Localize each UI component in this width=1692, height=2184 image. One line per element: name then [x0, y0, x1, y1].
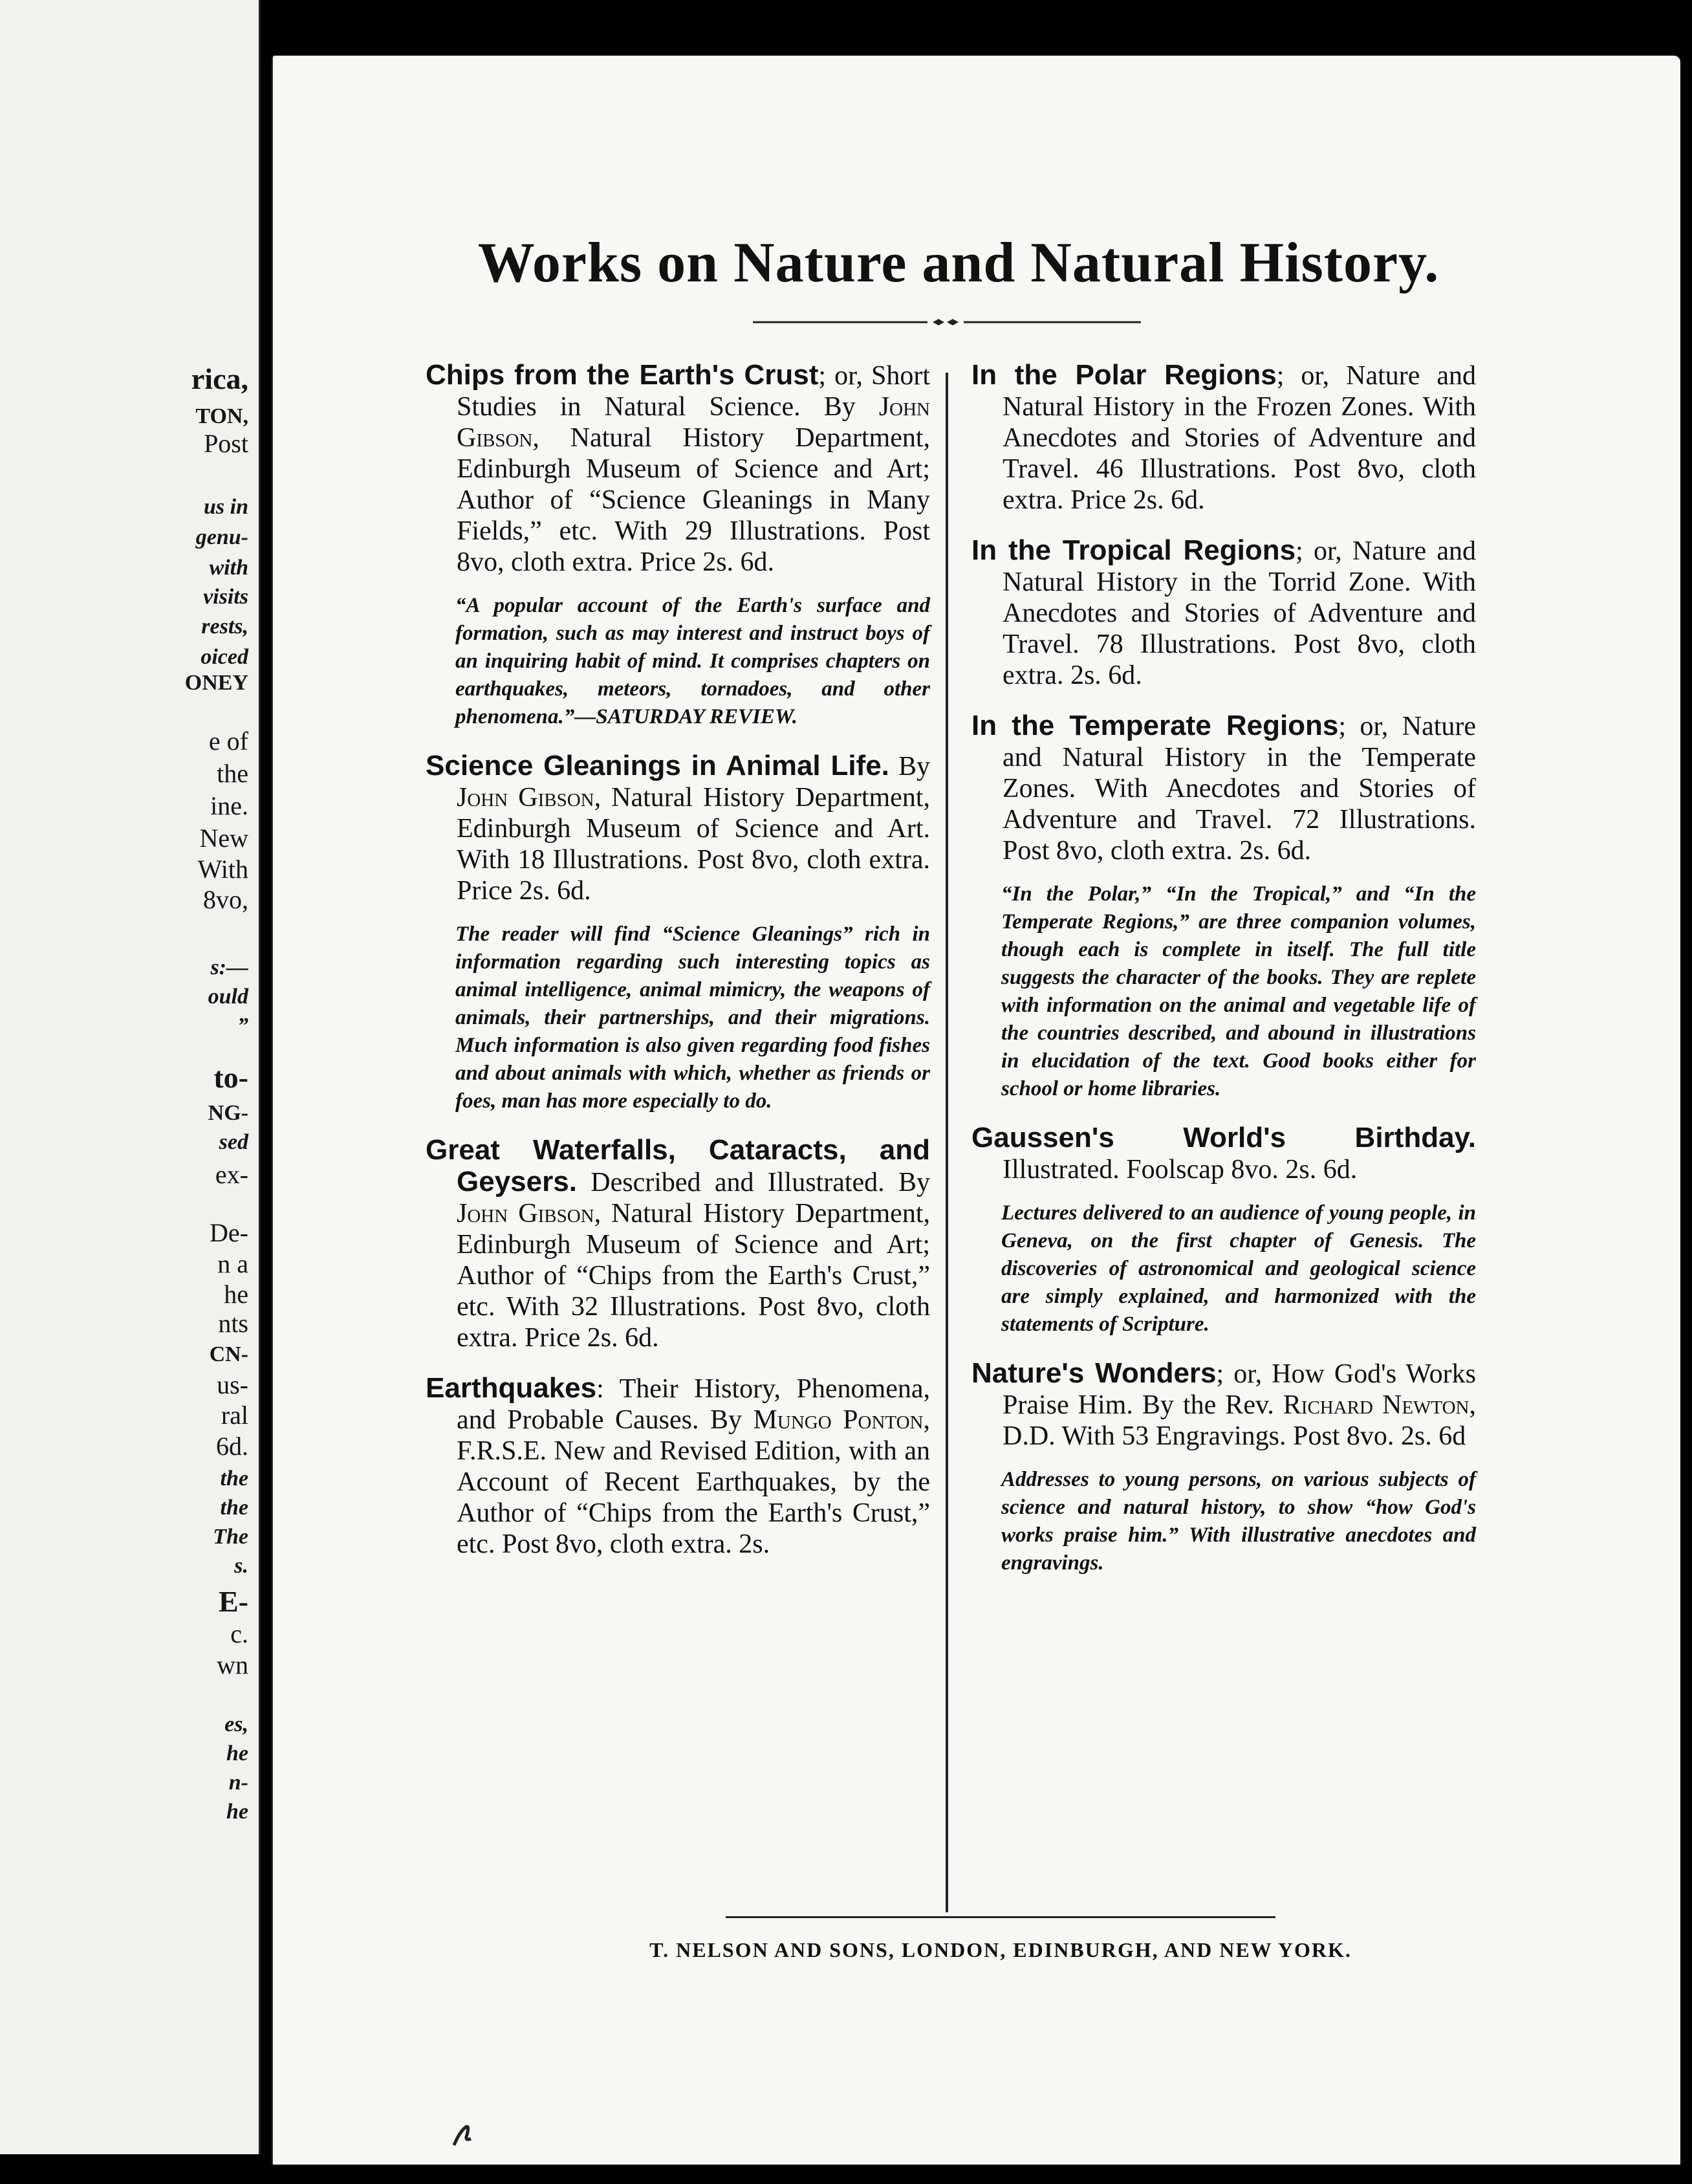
- book-details: or, How God's Works Praise Him. By the Rev.: [1003, 1359, 1477, 1420]
- book-description: [426, 1135, 930, 1353]
- book-title: Nature's Wonders: [971, 1357, 1217, 1389]
- author-name: Richard Newton: [1283, 1390, 1470, 1420]
- facing-page-fragment-line: ex-: [215, 1160, 248, 1189]
- book-description: [426, 750, 930, 906]
- facing-page-fragment-line: nts: [218, 1309, 248, 1338]
- author-name: Mungo Ponton: [753, 1405, 924, 1435]
- facing-page-fragment-line: s:—: [210, 956, 248, 979]
- title-separator: ;: [1276, 361, 1285, 391]
- book-title: Gaussen's World's Birthday.: [971, 1122, 1476, 1153]
- facing-page-fragment-line: he: [224, 1280, 248, 1309]
- column-divider: [946, 373, 948, 1912]
- facing-page-fragment-line: with: [209, 556, 248, 580]
- facing-page-fragment-line: n-: [228, 1771, 248, 1795]
- book-details: By: [889, 752, 931, 781]
- facing-page-fragment-line: Post: [204, 429, 248, 458]
- book-description: [426, 1373, 930, 1560]
- title-separator: ;: [1296, 536, 1303, 566]
- book-description: [971, 1358, 1476, 1452]
- facing-page-fragment-line: oiced: [201, 645, 248, 669]
- facing-page-fragment-line: he: [226, 1800, 248, 1824]
- review-quote: “In the Polar,” “In the Tropical,” and “In the Temperate Regions,” are three companion volumes, though each is complete in itself. The full title suggests the character of the books. They are replete with information on the animal and vegetable life of the countries described, and abound in illustrations in elucidation of the text. Good books either for school or home libraries.: [1001, 882, 1476, 1100]
- left-column: [426, 360, 930, 1579]
- book-title: Chips from the Earth's Crust: [426, 359, 819, 391]
- book-title: In the Tropical Regions: [971, 534, 1296, 566]
- book-title: Earthquakes: [426, 1372, 597, 1404]
- facing-page-fragment-line: 8vo,: [203, 885, 248, 914]
- facing-page-fragment-line: TON,: [195, 404, 248, 428]
- book-details: Described and Illustrated. By: [576, 1168, 930, 1197]
- facing-page-fragment-line: wn: [217, 1650, 248, 1679]
- book-details: Illustrated. Foolscap 8vo. 2s. 6d.: [1003, 1155, 1358, 1185]
- facing-page-fragment-line: to-: [213, 1061, 248, 1094]
- author-name: John Gibson: [457, 1199, 594, 1228]
- book-entry: [426, 1135, 930, 1353]
- review-quote: “A popular account of the Earth's surface and formation, such as may interest and instruct boys of an inquiring habit of mind. It comprises chapters on earthquakes, meteors, tornadoes, and other phenomena.”—SATURDAY REVIEW.: [455, 594, 930, 728]
- facing-page-fragment-line: New: [199, 824, 248, 853]
- facing-page-fragment-line: the: [220, 1467, 248, 1491]
- facing-page-fragment-line: n a: [217, 1249, 248, 1278]
- facing-page-fragment-line: rica,: [191, 362, 248, 395]
- page-title: Works on Nature and Natural History.: [477, 232, 1440, 294]
- author-name: John Gibson: [457, 783, 594, 813]
- book-description: [971, 1122, 1476, 1185]
- review-quote: The reader will find “Science Gleanings” rich in information regarding such interesting topics as animal intelligence, animal mimicry, the weapons of animals, their partnerships, and their migrations. Much information is also given regarding food fishes and about animals with which, whether as friends or foes, man has more especially to do.: [455, 923, 930, 1113]
- book-description: [971, 535, 1476, 691]
- facing-page-fragment-line: the: [217, 759, 248, 788]
- facing-page-fragment-line: e of: [208, 726, 248, 756]
- facing-page-fragment-line: ral: [221, 1401, 248, 1430]
- book-details: , D.D. With 53 Engravings. Post 8vo. 2s. 6d: [1003, 1390, 1477, 1451]
- book-entry: [971, 1122, 1476, 1338]
- book-details: or, Nature and Natural History in the Torrid Zone. With Anecdotes and Stories of Adventure and Travel. 78 Illustrations. Post 8vo, cloth extra. 2s. 6d.: [1003, 536, 1476, 690]
- facing-page-fragment-line: ONEY: [184, 671, 248, 695]
- title-separator: ;: [1216, 1359, 1224, 1389]
- facing-page-fragment-line: es,: [224, 1712, 248, 1736]
- book-entry: [426, 360, 930, 731]
- book-details: or, Short Studies in Natural Science. By: [457, 361, 930, 422]
- facing-page-fragment-line: sed: [219, 1130, 248, 1154]
- review-quote: Addresses to young persons, on various subjects of science and natural history, to show “how God's works praise him.” With illustrative anecdotes and engravings.: [1001, 1468, 1476, 1575]
- facing-page-fragment-line: visits: [203, 585, 248, 609]
- facing-page-fragment-line: CN-: [209, 1342, 248, 1366]
- book-description: [971, 710, 1476, 866]
- facing-page-fragment-line: the: [220, 1496, 248, 1520]
- book-entry: [971, 710, 1476, 1103]
- book-details: or, Nature and Natural History in the Frozen Zones. With Anecdotes and Stories of Adventure and Travel. 46 Illustrations. Post 8vo, cloth extra. Price 2s. 6d.: [1003, 361, 1476, 515]
- book-entry: [971, 1358, 1476, 1577]
- facing-page-fragment: [0, 0, 261, 2154]
- facing-page-fragment-line: The: [213, 1525, 248, 1549]
- review-quote: Lectures delivered to an audience of young people, in Geneva, on the first chapter of Genesis. The discoveries of astronomical and geological science are simply explained, and harmonized with the statements of Scripture.: [1001, 1201, 1476, 1336]
- book-title: In the Polar Regions: [971, 359, 1277, 391]
- facing-page-fragment-line: E-: [219, 1585, 248, 1618]
- book-entry: [426, 1373, 930, 1560]
- facing-page-fragment-line: De-: [210, 1218, 248, 1247]
- author-name: John Gibson: [457, 392, 930, 453]
- book-title: Great Waterfalls, Cataracts, and Geysers.: [426, 1134, 930, 1197]
- facing-page-fragment-line: us in: [204, 495, 248, 519]
- facing-page-fragment-line: s.: [234, 1554, 248, 1578]
- facing-page-fragment-line: rests,: [201, 615, 248, 639]
- book-details: or, Nature and Natural History in the Temperate Zones. With Anecdotes and Stories of Adventure and Travel. 72 Illustrations. Post 8vo, cloth extra. 2s. 6d.: [1003, 712, 1477, 866]
- book-title: Science Gleanings in Animal Life.: [426, 750, 889, 781]
- facing-page-fragment-line: genu-: [195, 525, 248, 549]
- book-entry: [971, 535, 1476, 691]
- book-page: [272, 56, 1680, 2165]
- title-separator: ;: [1338, 712, 1347, 741]
- facing-page-fragment-line: us-: [217, 1370, 248, 1399]
- ink-mark-icon: [448, 2113, 480, 2152]
- book-details: , Natural History Department, Edinburgh Museum of Science and Art. With 18 Illustrations. Post 8vo, cloth extra. Price 2s. 6d.: [457, 783, 930, 906]
- title-ornament-rule: [753, 318, 1141, 327]
- facing-page-fragment-line: ”: [237, 1014, 248, 1038]
- facing-page-fragment-line: he: [226, 1742, 248, 1765]
- footer-rule: [726, 1916, 1275, 1918]
- right-column: [971, 360, 1476, 1597]
- book-details: , Natural History Department, Edinburgh Museum of Science and Art; Author of “Science Gleanings in Many Fields,” etc. With 29 Illustrations. Post 8vo, cloth extra. Price 2s. 6d.: [457, 423, 930, 577]
- book-details: , Natural History Department, Edinburgh Museum of Science and Art; Author of “Chips from the Earth's Crust,” etc. With 32 Illustrations. Post 8vo, cloth extra. Price 2s. 6d.: [457, 1199, 930, 1353]
- book-description: [971, 360, 1476, 516]
- facing-page-fragment-line: c.: [230, 1619, 248, 1648]
- book-entry: [426, 750, 930, 1115]
- book-details: , F.R.S.E. New and Revised Edition, with an Account of Recent Earthquakes, by the Author of “Chips from the Earth's Crust,” etc. Post 8vo, cloth extra. 2s.: [457, 1405, 930, 1559]
- facing-page-fragment-line: ine.: [210, 791, 248, 820]
- book-entry: [971, 360, 1476, 516]
- title-separator: ;: [818, 361, 827, 391]
- facing-page-fragment-line: 6d.: [216, 1432, 248, 1461]
- book-title: In the Temperate Regions: [971, 710, 1339, 741]
- facing-page-fragment-line: ould: [208, 985, 248, 1009]
- facing-page-fragment-line: NG-: [208, 1101, 248, 1125]
- title-separator: :: [596, 1374, 604, 1404]
- publisher-imprint: T. NELSON AND SONS, LONDON, EDINBURGH, AND NEW YORK.: [649, 1938, 1352, 1961]
- book-description: [426, 360, 930, 578]
- book-details: Their History, Phenomena, and Probable Causes. By: [457, 1374, 930, 1435]
- facing-page-fragment-line: With: [197, 855, 248, 884]
